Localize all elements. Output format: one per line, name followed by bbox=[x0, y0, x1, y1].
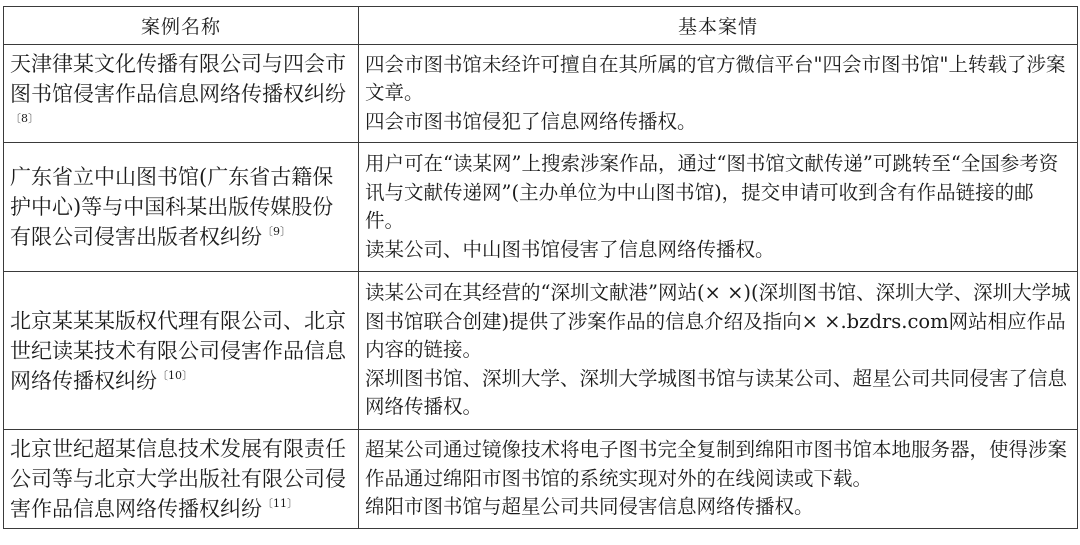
case-name: 北京某某某版权代理有限公司、北京世纪读某技术有限公司侵害作品信息网络传播权纠纷 bbox=[10, 308, 346, 393]
case-fact: 四会市图书馆未经许可擅自在其所属的官方微信平台"四会市图书馆"上转载了涉案文章。 bbox=[365, 52, 1066, 105]
table-row bbox=[4, 430, 1078, 529]
header-case-name: 案例名称 bbox=[4, 7, 359, 45]
case-name: 广东省立中山图书馆(广东省古籍保护中心)等与中国科某出版传媒股份有限公司侵害出版者权纠纷 bbox=[10, 165, 334, 249]
case-fact: 读某公司在其经营的“深圳文献港”网站(× ×)(深圳图书馆、深圳大学、深圳大学城图书馆联合创建)提供了涉案作品的信息介绍及指向× ×.bzdrs.com网站相应作品内容的链接。 bbox=[365, 281, 1071, 362]
case-name: 北京世纪超某信息技术发展有限责任公司等与北京大学出版社有限公司侵害作品信息网络传播权纠纷 bbox=[10, 437, 346, 521]
table-row bbox=[4, 272, 1078, 430]
case-details-cell bbox=[359, 272, 1078, 430]
table-row bbox=[4, 45, 1078, 143]
header-case-details: 基本案情 bbox=[359, 7, 1078, 45]
case-details-cell bbox=[359, 143, 1078, 272]
case-fact: 用户可在“读某网”上搜索涉案作品，通过“图书馆文献传递”可跳转至“全国参考资讯与文献传递网”(主办单位为中山图书馆)，提交申请可收到含有作品链接的邮件。 bbox=[365, 152, 1059, 232]
case-table bbox=[3, 6, 1078, 529]
footnote-ref: 〔11〕 bbox=[262, 497, 298, 510]
footnote-ref: 〔9〕 bbox=[262, 225, 291, 238]
case-name-cell bbox=[4, 45, 359, 143]
case-name-cell bbox=[4, 272, 359, 430]
case-ruling: 绵阳市图书馆与超星公司共同侵害信息网络传播权。 bbox=[365, 495, 814, 519]
case-name: 天津律某文化传播有限公司与四会市图书馆侵害作品信息网络传播权纠纷 bbox=[10, 51, 346, 106]
table-header bbox=[4, 7, 1078, 45]
case-ruling: 读某公司、中山图书馆侵害了信息网络传播权。 bbox=[365, 237, 775, 261]
case-details-cell bbox=[359, 45, 1078, 143]
table-body bbox=[4, 45, 1078, 529]
case-name-cell bbox=[4, 430, 359, 529]
table-row bbox=[4, 143, 1078, 272]
footnote-ref: 〔8〕 bbox=[10, 111, 39, 125]
header-row bbox=[4, 7, 1078, 45]
case-ruling: 四会市图书馆侵犯了信息网络传播权。 bbox=[365, 109, 697, 133]
case-fact: 超某公司通过镜像技术将电子图书完全复制到绵阳市图书馆本地服务器，使得涉案作品通过绵阳市图书馆的系统实现对外的在线阅读或下载。 bbox=[365, 438, 1068, 490]
footnote-ref: 〔10〕 bbox=[157, 368, 193, 382]
case-ruling: 深圳图书馆、深圳大学、深圳大学城图书馆与读某公司、超星公司共同侵害了信息网络传播权。 bbox=[365, 366, 1068, 419]
case-details-cell bbox=[359, 430, 1078, 529]
case-name-cell bbox=[4, 143, 359, 272]
